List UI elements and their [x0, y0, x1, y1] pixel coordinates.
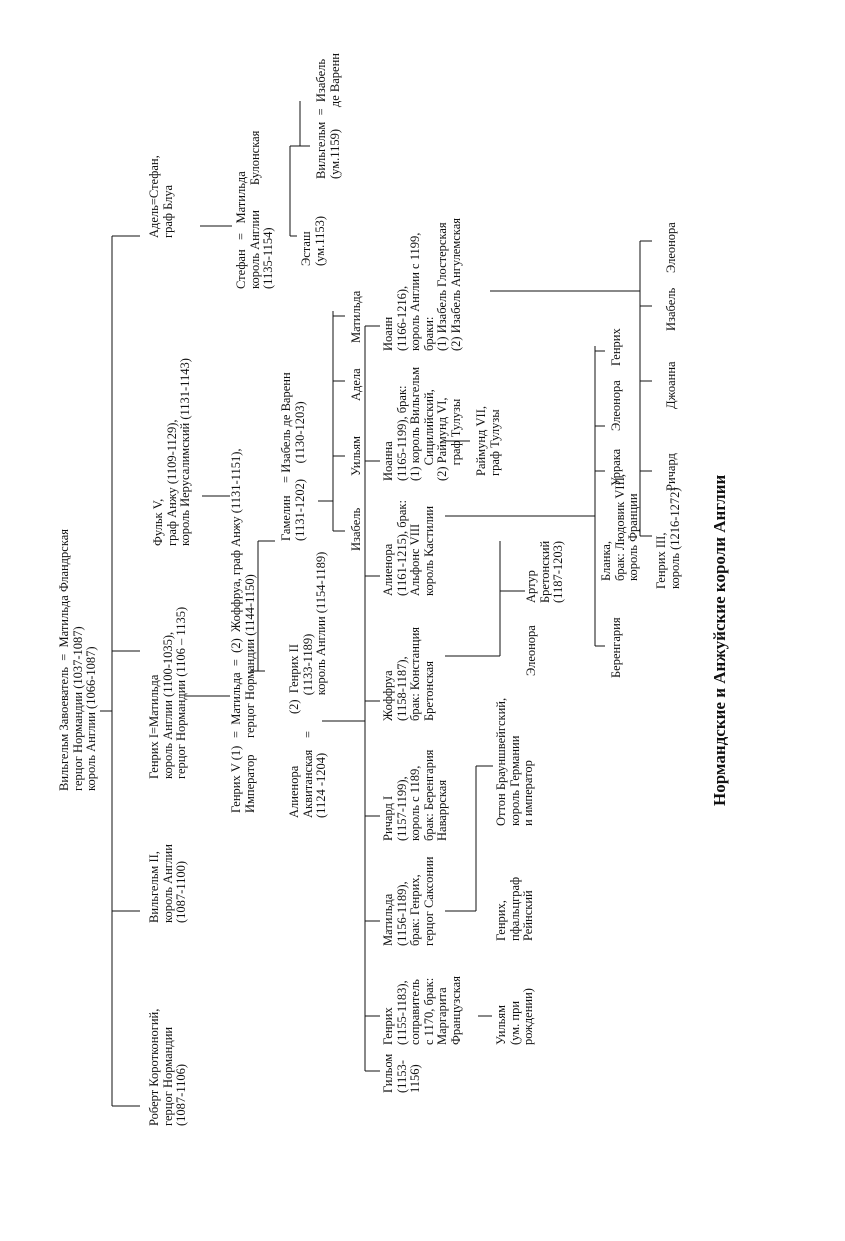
john-child-eleanor: Элеонора	[664, 222, 678, 273]
john-child-henry-iii: Генрих III, король (1216-1272)	[654, 487, 682, 589]
henry-i-box: Генрих I=Матильда король Англии (1100-1035), герцог Нормандии (1106 – 1135)	[147, 606, 188, 779]
stephen-box: Стефан = Матильда король Англии Булонская (1135-1154)	[234, 130, 275, 289]
john-child-richard: Ричард	[664, 453, 678, 491]
child-joanna: Иоанна (1165-1199), брак: (1) король Вильгельм Сицилийский, (2) Раймунд VI, граф Тулузы	[381, 366, 463, 481]
hamelin-box: Гамелин = Изабель де Варенн (1131-1202) (1130-1203)	[279, 372, 307, 541]
robert-curthose-box: Роберт Коротконогий, герцог Нормандии (1087-1106)	[147, 1008, 188, 1126]
castile-child-eleanor: Элеонора	[609, 380, 623, 431]
hamelin-child-adela: Адела	[349, 368, 363, 401]
castile-child-henry: Генрих	[609, 328, 623, 366]
eustace-box: Эсташ (ум.1153)	[299, 216, 327, 266]
fulk-v-box: Фульк V, граф Анжу (1109-1129), король Иерусалимский (1131-1143)	[151, 358, 192, 546]
child-geoffrey: Жоффруа (1158-1187), брак: Констанция Бретонская	[381, 626, 436, 721]
grandchild-arthur: Артур Бретонский (1187-1203)	[524, 540, 565, 603]
child-henry-young-king: Генрих (1155-1183), соправитель с 1170, брак: Маргарита Французская	[381, 976, 463, 1045]
marriage-sign: =	[301, 730, 315, 738]
john-child-joanna: Джоанна	[664, 361, 678, 409]
child-richard-i: Ричард I (1157-1199), король с 1189, брак: Беренгария Наваррская	[381, 749, 449, 841]
john-child-isabel: Изабель	[664, 287, 678, 331]
grandchild-raymond-vii: Раймунд VII, граф Тулузы	[474, 405, 502, 476]
castile-child-berengaria: Беренгария	[609, 617, 623, 678]
child-matilda: Матильда (1156-1189), брак: Генрих, герцог Саксонии	[381, 856, 436, 946]
william-of-blois-box: Вильгельм = Изабель (ум.1159) де Варенн	[314, 53, 342, 179]
hamelin-child-william: Уильям	[349, 435, 363, 476]
child-william: Гильом (1153- 1156)	[381, 1053, 422, 1093]
grandchild-william-infant: Уильям (ум. при рождении)	[494, 988, 535, 1045]
eleanor-aquitaine-box: Алиенора Аквитанская (1124 -1204)	[287, 749, 328, 818]
hamelin-child-isabel: Изабель	[349, 507, 363, 551]
diagram-title: Нормандские и Анжуйские короли Англии	[710, 474, 729, 806]
william-conqueror-box: Вильгельм Завоеватель = Матильда Фландрская герцог Нормандии (1037-1087) король Англии (1066-1087)	[57, 528, 98, 791]
adela-box: Адель=Стефан, граф Блуа	[147, 155, 175, 238]
grandchild-eleanor-brittany: Элеонора	[524, 625, 538, 676]
henry-ii-box: (2) Генрих II (1133-1189) король Англии (1154-1189)	[287, 551, 328, 714]
child-john: Иоанн (1166-1216), король Англии с 1199, браки: (1) Изабель Глостерская (2) Изабель Ангулемская	[381, 218, 463, 351]
henry-v-box: Генрих V (1) Император	[229, 745, 257, 813]
castile-child-blanca: Бланка, брак: Людовик VIII, король Франции	[599, 473, 640, 581]
matilda-marriages-box: = Матильда = (2) Жоффруа, граф Анжу (1131-1151), герцог Нормандии (1144-1150)	[229, 448, 257, 738]
william-rufus-box: Вильгельм II, король Англии (1087-1100)	[147, 844, 188, 923]
grandchild-henry-palatine: Генрих, пфальцграф Рейнский	[494, 876, 535, 941]
castile-child-urraca: Уррака	[609, 448, 623, 486]
child-eleanor-castile: Алиенора (1161-1215), брак: Альфонс VIII король Кастилии	[381, 500, 436, 596]
hamelin-child-matilda: Матильда	[349, 290, 363, 343]
grandchild-otto: Оттон Брауншвейгский, король Германии и император	[494, 697, 535, 826]
